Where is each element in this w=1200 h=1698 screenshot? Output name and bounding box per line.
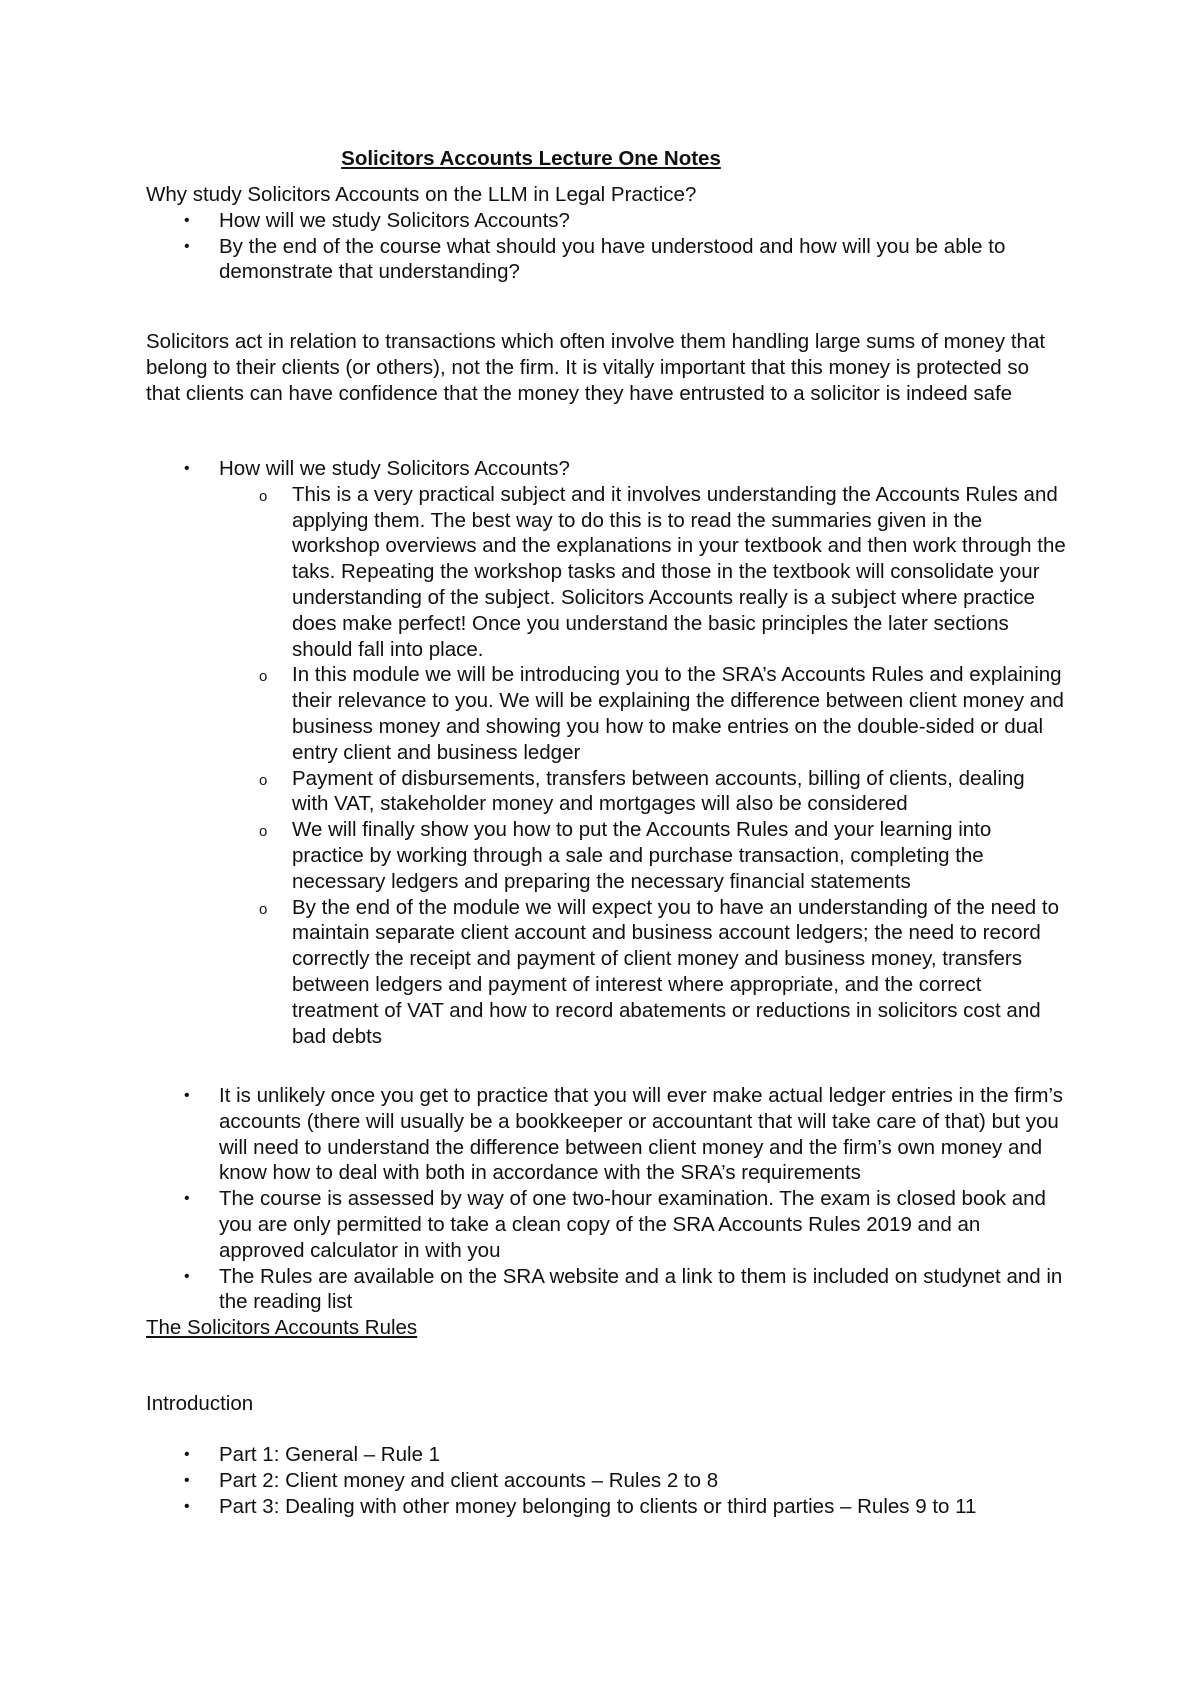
bullet-icon: •: [184, 211, 190, 229]
list-item: • Part 1: General – Rule 1: [184, 1443, 441, 1466]
bullet-icon: •: [184, 1497, 190, 1515]
study-bullet-list: [146, 456, 1066, 482]
sub-bullet-icon: o: [259, 487, 268, 505]
introduction-label: Introduction: [146, 1392, 254, 1415]
sub-list-item: o In this module we will be introducing you to the SRA’s Accounts Rules and explaining their relevance to you. We will be explaining the difference between client money and business money and showing you how to make entries on the double-sided or dual entry client and business ledger: [259, 663, 1064, 764]
introduction-section: [146, 1391, 1066, 1417]
sub-bullet-icon: o: [259, 668, 268, 686]
sub-list-item: o By the end of the module we will expect you to have an understanding of the need to maintain separate client account and business account ledgers; the need to record correctly the receipt and payment of client money and business money, transfers between ledgers and payment of interest where appropriate, and the correct treatment of VAT and how to record abatements or reductions in solicitors cost and bad debts: [259, 895, 1059, 1048]
parts-list: [146, 1442, 1066, 1519]
intro-section: [146, 182, 1066, 285]
list-item: • How will we study Solicitors Accounts?: [184, 208, 570, 232]
bullet-icon: •: [184, 1446, 190, 1463]
sub-list-item: o Payment of disbursements, transfers between accounts, billing of clients, dealing with VAT, stakeholder money and mortgages will also be considered: [259, 766, 1025, 816]
intro-question: Why study Solicitors Accounts on the LLM in Legal Practice?: [146, 183, 697, 206]
bullet-icon: •: [184, 1471, 190, 1489]
list-item: • By the end of the course what should you have understood and how will you be able to demonstrate that understanding?: [184, 234, 1006, 284]
parts-section: [146, 1442, 1066, 1519]
study-subbullet-list: [146, 482, 1066, 1050]
bullet-icon: •: [184, 1190, 190, 1208]
sub-bullet-icon: o: [259, 900, 268, 918]
page-title: Solicitors Accounts Lecture One Notes: [341, 147, 721, 170]
rules-heading: The Solicitors Accounts Rules: [146, 1316, 418, 1340]
study-section: [146, 456, 1066, 1049]
sub-bullet-icon: o: [259, 771, 268, 789]
bullet-icon: •: [184, 237, 190, 255]
bullet-icon: •: [184, 1087, 190, 1104]
practice-section: [146, 1083, 1066, 1341]
list-item: • Part 3: Dealing with other money belonging to clients or third parties – Rules 9 to 11: [184, 1494, 977, 1518]
bullet-icon: •: [184, 1267, 190, 1285]
practice-bullet-list: [146, 1083, 1066, 1315]
list-item: • How will we study Solicitors Accounts?: [184, 457, 570, 480]
sub-bullet-icon: o: [259, 823, 268, 841]
intro-bullet-list: [146, 208, 1066, 285]
list-item: • The course is assessed by way of one two-hour examination. The exam is closed book and you are only permitted to take a clean copy of the SRA Accounts Rules 2019 and an approved calculator in with you: [184, 1187, 1046, 1262]
sub-list-item: o We will finally show you how to put the Accounts Rules and your learning into practice by working through a sale and purchase transaction, completing the necessary ledgers and preparing the necessary financial statements: [259, 818, 992, 893]
list-item: • The Rules are available on the SRA website and a link to them is included on studynet and in the reading list: [184, 1264, 1063, 1314]
list-item: • It is unlikely once you get to practice that you will ever make actual ledger entries in the firm’s accounts (there will usually be a bookkeeper or accountant that will take care of that) but you will need to understand the difference between client money and the firm’s own money and know how to deal with both in accordance with the SRA’s requirements: [184, 1084, 1063, 1185]
bullet-icon: •: [184, 460, 190, 477]
sub-list-item: o This is a very practical subject and it involves understanding the Accounts Rules and applying them. The best way to do this is to read the summaries given in the workshop overviews and the explanations in your textbook and then work through the taks. Repeating the workshop tasks and those in the textbook will consolidate your understanding of the subject. Solicitors Accounts really is a subject where practice does make perfect! Once you understand the basic principles the later sections should fall into place.: [259, 482, 1066, 661]
paragraph-handling-money: Solicitors act in relation to transactions which often involve them handling large sums of money that belong to their clients (or others), not the firm. It is vitally important that this money is protected so that clients can have confidence that the money they have entrusted to a solicitor is indeed safe: [146, 330, 1046, 405]
list-item: • Part 2: Client money and client accounts – Rules 2 to 8: [184, 1468, 719, 1492]
